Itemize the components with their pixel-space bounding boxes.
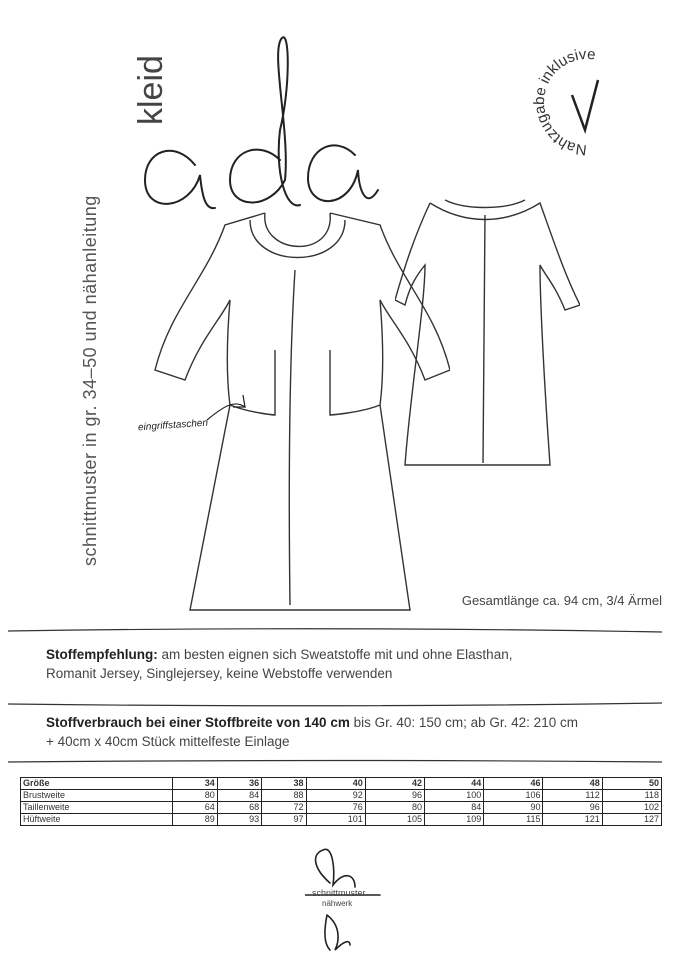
table-cell: 92 — [306, 790, 365, 802]
table-cell: Hüftweite — [21, 814, 173, 826]
table-cell: 84 — [425, 802, 484, 814]
table-cell: 89 — [173, 814, 217, 826]
svg-text:Nahtzugabe inklusive: Nahtzugabe inklusive — [530, 45, 597, 159]
table-cell: Brustweite — [21, 790, 173, 802]
table-cell: 102 — [602, 802, 661, 814]
fabric-recommendation — [46, 645, 646, 683]
table-header-row — [21, 778, 662, 790]
dress-back-illustration — [395, 195, 580, 470]
table-cell: 96 — [365, 790, 424, 802]
table-row — [21, 814, 662, 826]
fabric-usage — [46, 713, 646, 751]
table-cell: 84 — [217, 790, 261, 802]
seam-allowance-stamp — [530, 45, 645, 165]
table-cell: 115 — [484, 814, 543, 826]
table-cell: 106 — [484, 790, 543, 802]
table-header: 44 — [425, 778, 484, 790]
table-row — [21, 790, 662, 802]
usage-text-line1: bis Gr. 40: 150 cm; ab Gr. 42: 210 cm — [349, 715, 578, 730]
table-cell: 121 — [543, 814, 602, 826]
table-header: 48 — [543, 778, 602, 790]
table-cell: 88 — [262, 790, 306, 802]
table-cell: 109 — [425, 814, 484, 826]
table-row — [21, 802, 662, 814]
table-cell: 64 — [173, 802, 217, 814]
fabric-heading: Stoffempfehlung: — [46, 647, 158, 662]
table-header: 50 — [602, 778, 661, 790]
table-header: 40 — [306, 778, 365, 790]
size-table — [20, 777, 662, 826]
title-ada-logo — [140, 30, 390, 215]
table-cell: 112 — [543, 790, 602, 802]
usage-text-line2: + 40cm x 40cm Stück mittelfeste Einlage — [46, 734, 290, 749]
table-cell: 127 — [602, 814, 661, 826]
table-cell: 80 — [365, 802, 424, 814]
usage-heading: Stoffverbrauch bei einer Stoffbreite von 140 cm — [46, 715, 350, 730]
logo-line1: schnittmuster — [312, 888, 366, 898]
table-cell: 90 — [484, 802, 543, 814]
pocket-label: eingriffstaschen — [137, 417, 209, 434]
checkmark-icon — [572, 80, 598, 130]
side-subtitle: schnittmuster in gr. 34–50 und nähanleitung — [80, 195, 100, 566]
table-cell: 96 — [543, 802, 602, 814]
table-cell: 100 — [425, 790, 484, 802]
table-cell: 101 — [306, 814, 365, 826]
title-kleid: kleid — [132, 55, 170, 125]
table-header: 38 — [262, 778, 306, 790]
divider — [8, 626, 662, 636]
table-cell: 97 — [262, 814, 306, 826]
logo-line2: nähwerk — [322, 899, 353, 908]
fabric-text-line1: am besten eignen sich Sweatstoffe mit und ohne Elasthan, — [157, 647, 513, 662]
table-header: 36 — [217, 778, 261, 790]
table-cell: 68 — [217, 802, 261, 814]
table-cell: 80 — [173, 790, 217, 802]
arrow-icon — [205, 385, 255, 425]
fabric-text-line2: Romanit Jersey, Singlejersey, keine Webstoffe verwenden — [46, 666, 393, 681]
divider — [8, 700, 662, 710]
table-cell: 72 — [262, 802, 306, 814]
table-header: 46 — [484, 778, 543, 790]
divider — [8, 757, 662, 767]
table-cell: 105 — [365, 814, 424, 826]
table-header: Größe — [21, 778, 173, 790]
table-cell: 118 — [602, 790, 661, 802]
measure-note: Gesamtlänge ca. 94 cm, 3/4 Ärmel — [461, 593, 662, 608]
table-cell: 76 — [306, 802, 365, 814]
table-header: 42 — [365, 778, 424, 790]
table-cell: 93 — [217, 814, 261, 826]
table-cell: Taillenweite — [21, 802, 173, 814]
table-header: 34 — [173, 778, 217, 790]
